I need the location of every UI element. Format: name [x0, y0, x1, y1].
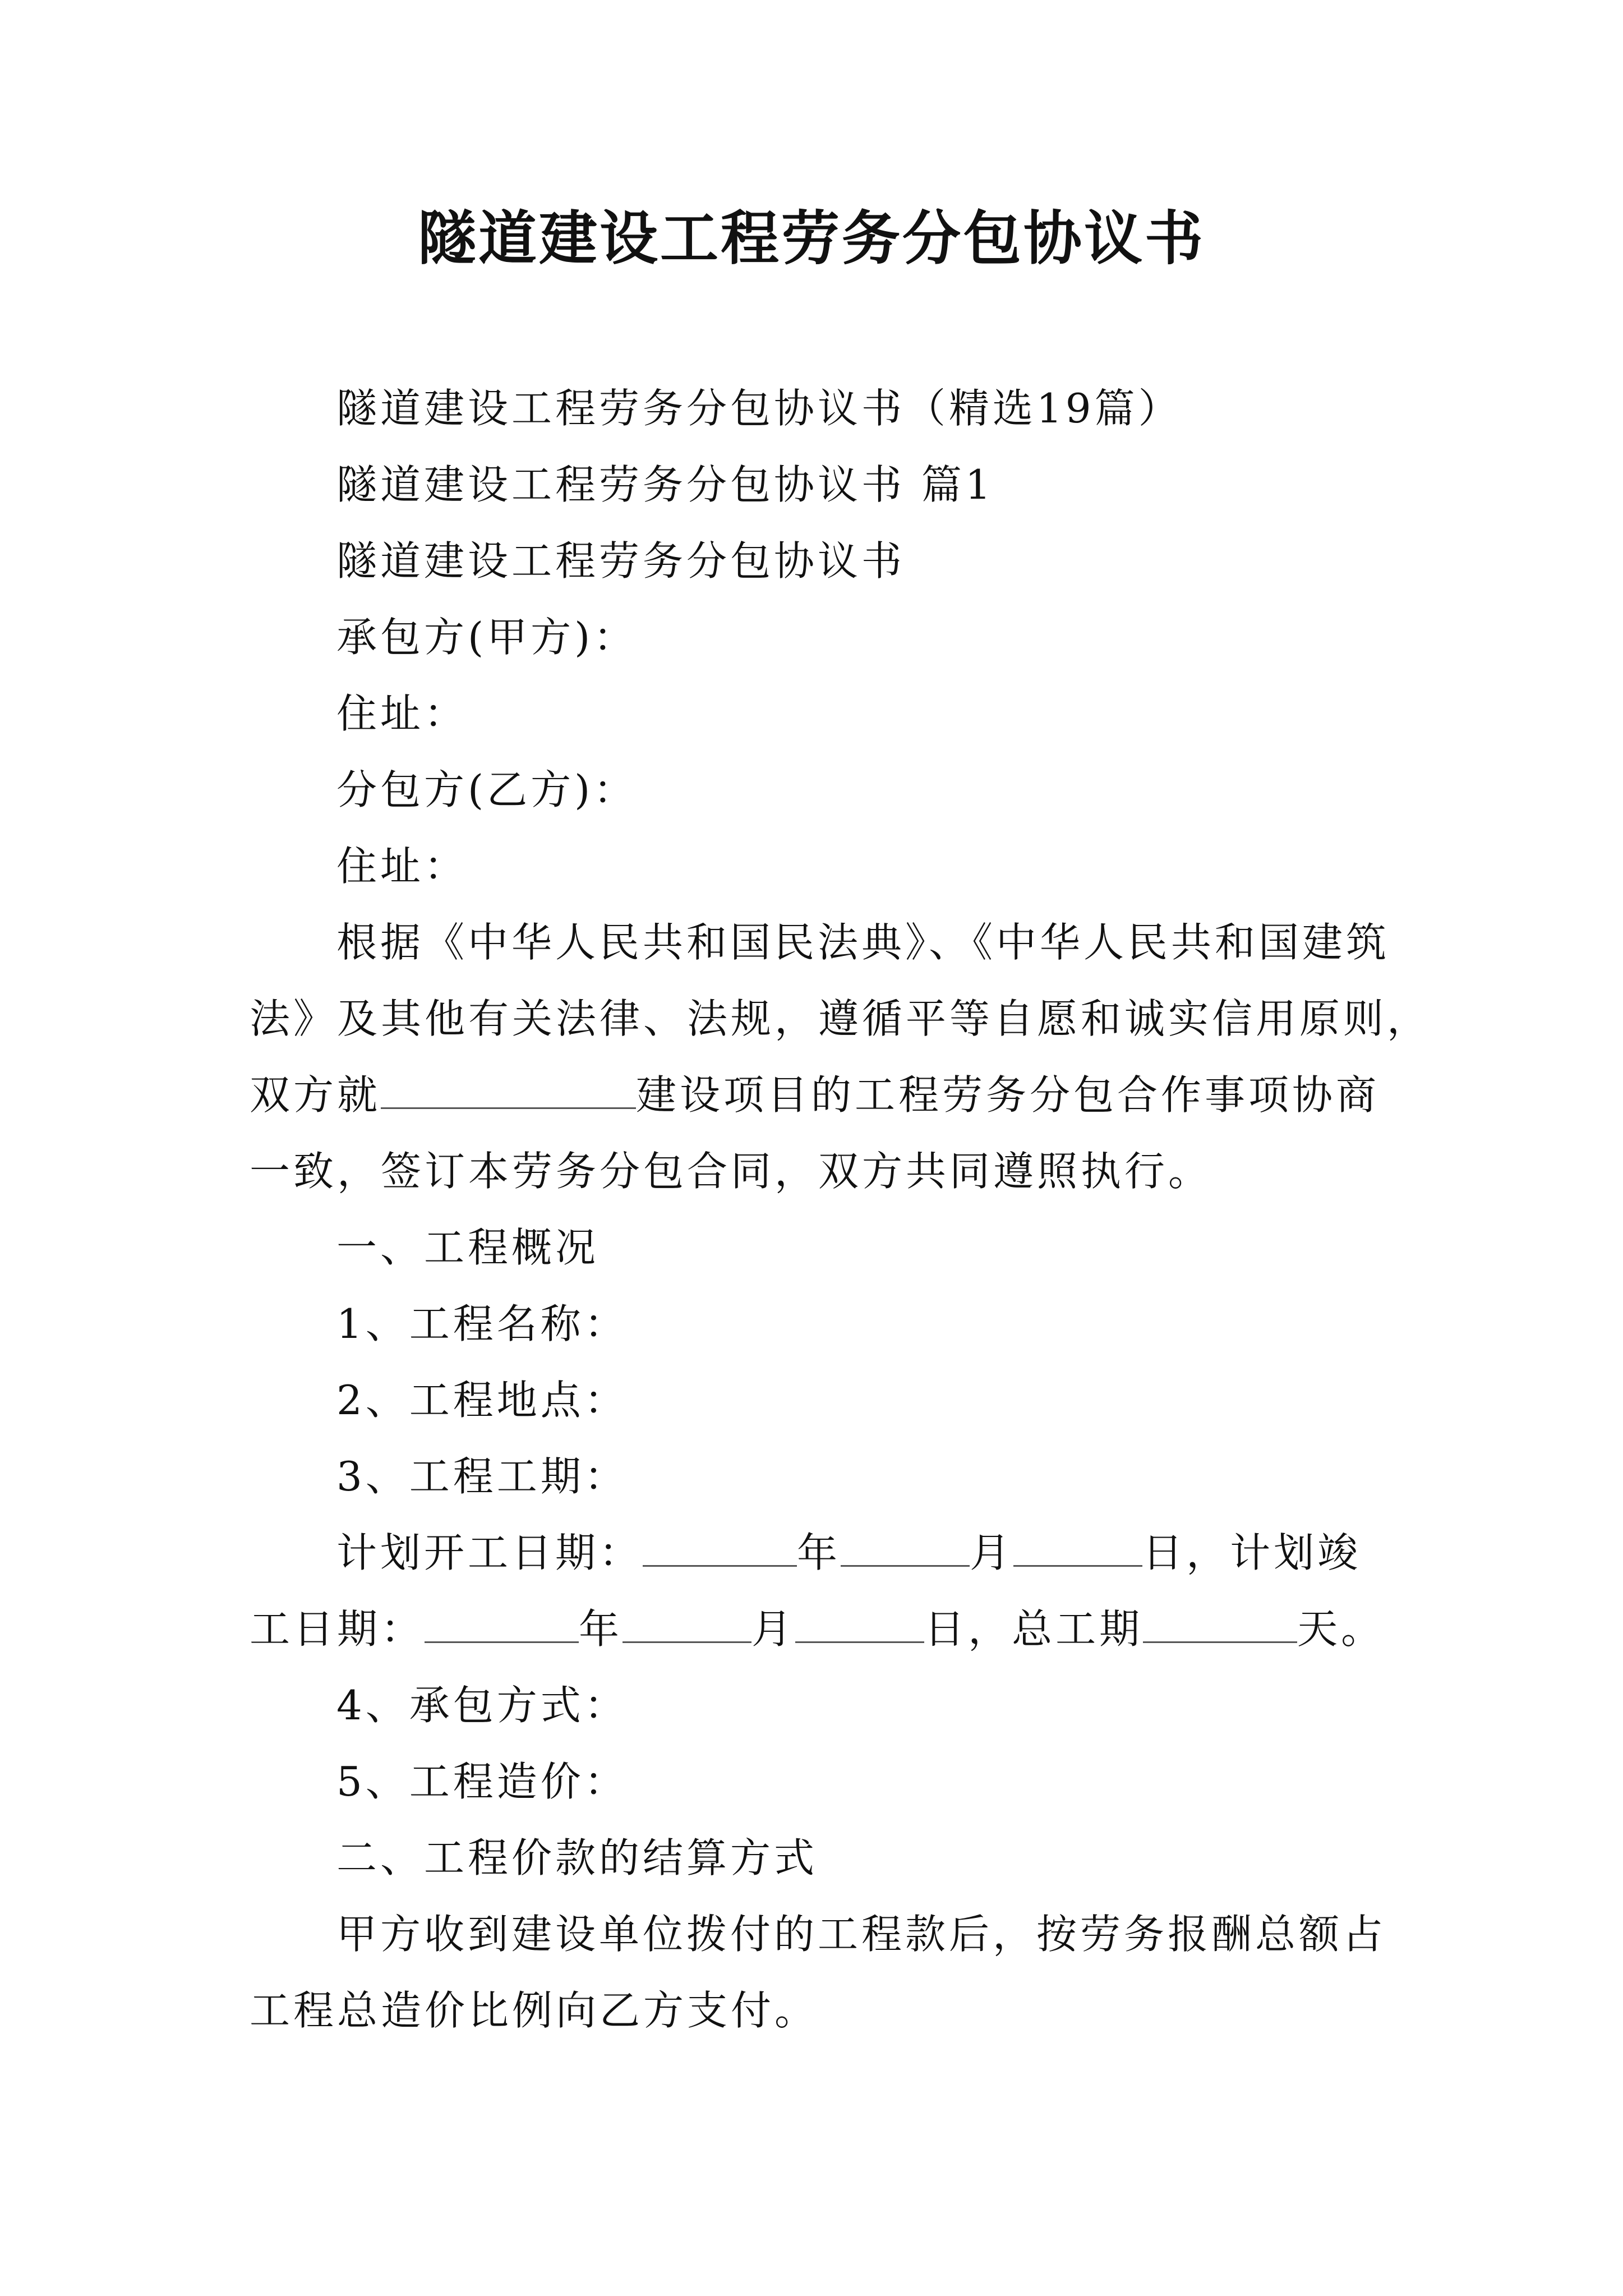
- total-period-text: ，总工期: [968, 1605, 1144, 1653]
- project-period-item: 3、工程工期：: [336, 1453, 628, 1500]
- paragraph-line: 一致，签订本劳务分包合同，双方共同遵照执行。: [250, 1148, 1212, 1195]
- planned-end-line: [250, 1591, 1416, 1667]
- section-heading: 隧道建设工程劳务分包协议书 篇1: [336, 461, 994, 508]
- end-date-label: 工日期：: [250, 1605, 425, 1653]
- paragraph-line: 甲方收到建设单位拨付的工程款后，按劳务报酬总额占: [336, 1911, 1387, 1958]
- section-heading: 一、工程概况: [336, 1224, 600, 1271]
- total-days-blank: [1143, 1604, 1297, 1643]
- project-name-blank: [381, 1070, 636, 1109]
- year-label: 年: [579, 1605, 623, 1653]
- end-month-blank: [623, 1604, 751, 1643]
- section-heading: 二、工程价款的结算方式: [336, 1834, 818, 1881]
- month-label: 月: [970, 1529, 1014, 1576]
- start-year-blank: [643, 1528, 797, 1567]
- party-b-label: 分包方(乙方)：: [336, 766, 638, 813]
- party-b-address-label: 住址：: [336, 843, 468, 890]
- days-label: 天。: [1297, 1605, 1385, 1653]
- planned-start-line: [250, 1515, 1416, 1591]
- start-day-blank: [1013, 1528, 1142, 1567]
- party-a-label: 承包方(甲方)：: [336, 614, 638, 661]
- agreement-name: 隧道建设工程劳务分包协议书: [336, 537, 906, 585]
- party-a-address-label: 住址：: [336, 690, 468, 737]
- subtitle-line: 隧道建设工程劳务分包协议书（精选19篇）: [336, 385, 1182, 432]
- paragraph-line: 根据《中华人民共和国民法典》、《中华人民共和国建筑: [336, 919, 1390, 966]
- year-label: 年: [797, 1529, 841, 1576]
- planned-end-text: ，计划竣: [1186, 1529, 1362, 1576]
- project-name-item: 1、工程名称：: [336, 1300, 628, 1347]
- paragraph-line: 法》及其他有关法律、法规，遵循平等自愿和诚实信用原则，: [250, 995, 1431, 1042]
- project-location-item: 2、工程地点：: [336, 1377, 628, 1424]
- month-label: 月: [751, 1605, 796, 1653]
- day-label: 日: [924, 1605, 969, 1653]
- end-year-blank: [425, 1604, 579, 1643]
- document-body: [250, 370, 1431, 2049]
- end-day-blank: [795, 1604, 924, 1643]
- paragraph-text: 建设项目的工程劳务分包合作事项协商: [636, 1071, 1380, 1119]
- paragraph-line-with-blank: [250, 1057, 1416, 1133]
- contract-method-item: 4、承包方式：: [336, 1682, 628, 1729]
- start-month-blank: [841, 1528, 970, 1567]
- project-cost-item: 5、工程造价：: [336, 1758, 628, 1805]
- day-label: 日: [1142, 1529, 1187, 1576]
- paragraph-line: 工程总造价比例向乙方支付。: [250, 1987, 819, 2034]
- start-date-label: 计划开工日期：: [336, 1529, 643, 1576]
- paragraph-text: 双方就: [250, 1071, 381, 1119]
- document-title: 隧道建设工程劳务分包协议书: [417, 204, 1205, 273]
